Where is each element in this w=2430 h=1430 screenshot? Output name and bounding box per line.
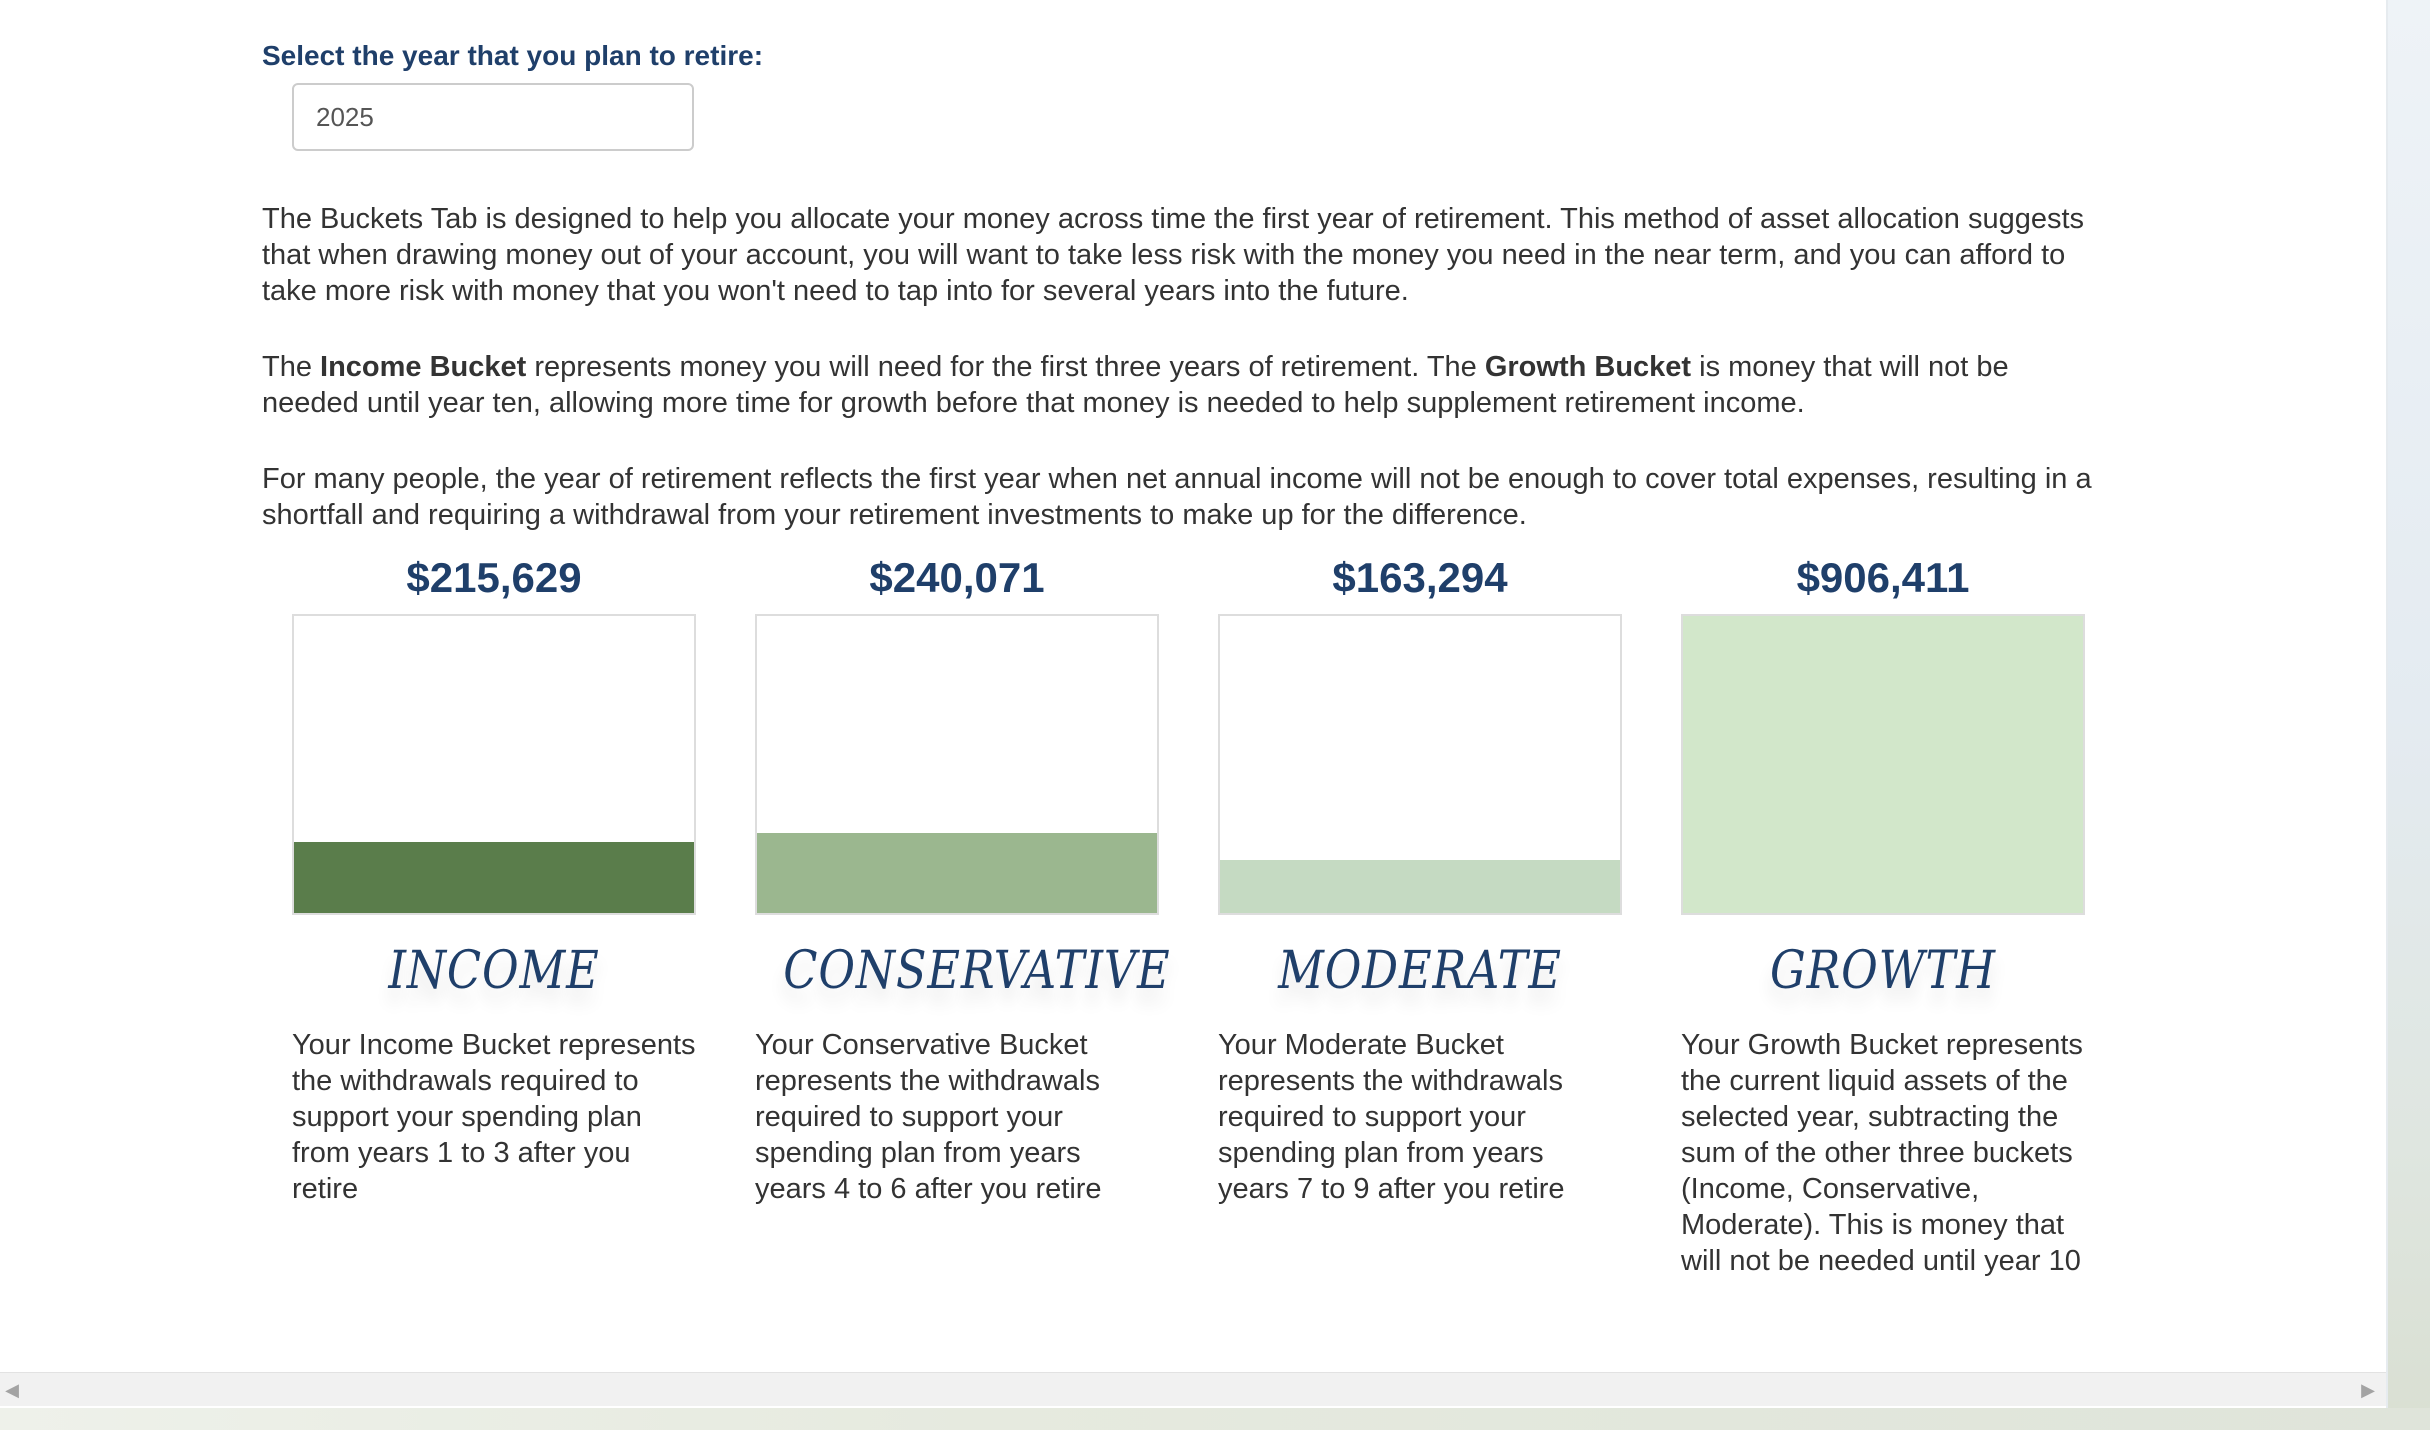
bucket-box bbox=[292, 614, 696, 915]
intro-text: is money that will not be needed until year ten, allowing more time for growth before that money is needed to help supplement retirement income. bbox=[262, 351, 2009, 419]
bucket-description: Your Moderate Bucket represents the withdrawals required to support your spending plan from years years 7 to 9 after you retire bbox=[1218, 1029, 1565, 1205]
bucket-fill bbox=[1220, 860, 1620, 913]
bucket-fill bbox=[294, 842, 694, 913]
scroll-right-arrow-icon[interactable]: ▶ bbox=[2361, 1379, 2375, 1400]
income-bucket-term: Income Bucket bbox=[320, 351, 527, 383]
bucket-box bbox=[1681, 614, 2085, 915]
bucket-amount: $240,071 bbox=[869, 554, 1045, 601]
bucket-income bbox=[292, 553, 696, 1207]
bucket-amount: $163,294 bbox=[1332, 554, 1508, 601]
bucket-description: Your Income Bucket represents the withdrawals required to support your spending plan from years 1 to 3 after you retire bbox=[292, 1029, 696, 1205]
bucket-moderate bbox=[1218, 553, 1622, 1207]
intro-paragraph-2 bbox=[262, 349, 2112, 421]
intro-text: represents money you will need for the first three years of retirement. The bbox=[526, 351, 1485, 383]
bucket-fill bbox=[1683, 616, 2083, 913]
bucket-amount: $215,629 bbox=[406, 554, 582, 601]
horizontal-scrollbar[interactable] bbox=[0, 1372, 2386, 1406]
growth-bucket-term: Growth Bucket bbox=[1484, 351, 1692, 383]
retire-year-label: Select the year that you plan to retire: bbox=[262, 40, 764, 71]
intro-text: The bbox=[262, 351, 321, 383]
bucket-title: INCOME bbox=[388, 941, 600, 1001]
scroll-left-arrow-icon[interactable]: ◀ bbox=[5, 1379, 19, 1400]
bucket-title: GROWTH bbox=[1769, 941, 1997, 1001]
bucket-amount: $906,411 bbox=[1796, 554, 1970, 601]
retire-year-select[interactable]: 2025 bbox=[292, 83, 694, 151]
background-strip-bottom bbox=[0, 1408, 2430, 1430]
bucket-description: Your Conservative Bucket represents the withdrawals required to support your spending plan from years years 4 to 6 after you retire bbox=[755, 1029, 1102, 1205]
bucket-conservative bbox=[755, 553, 1171, 1207]
bucket-box bbox=[755, 614, 1159, 915]
intro-paragraph-1: The Buckets Tab is designed to help you allocate your money across time the first year of retirement. This method of asset allocation suggests that when drawing money out of your account, you will want to take less risk with the money you need in the near term, and you can afford to take more risk with money that you won't need to tap into for several years into the future. bbox=[262, 203, 2085, 307]
background-strip-right bbox=[2386, 0, 2430, 1430]
bucket-growth bbox=[1681, 553, 2085, 1279]
bucket-box bbox=[1218, 614, 1622, 915]
bucket-fill bbox=[757, 833, 1157, 913]
bucket-title: MODERATE bbox=[1278, 941, 1562, 1001]
bucket-title: CONSERVATIVE bbox=[783, 941, 1171, 1001]
bucket-description: Your Growth Bucket represents the current liquid assets of the selected year, subtracting the sum of the other three buckets (Income, Conservative, Moderate). This is money that will not be needed until year 10 bbox=[1681, 1029, 2083, 1277]
intro-paragraph-3: For many people, the year of retirement reflects the first year when net annual income will not be enough to cover total expenses, resulting in a shortfall and requiring a withdrawal from your retirement investments to make up for the difference. bbox=[262, 463, 2092, 531]
